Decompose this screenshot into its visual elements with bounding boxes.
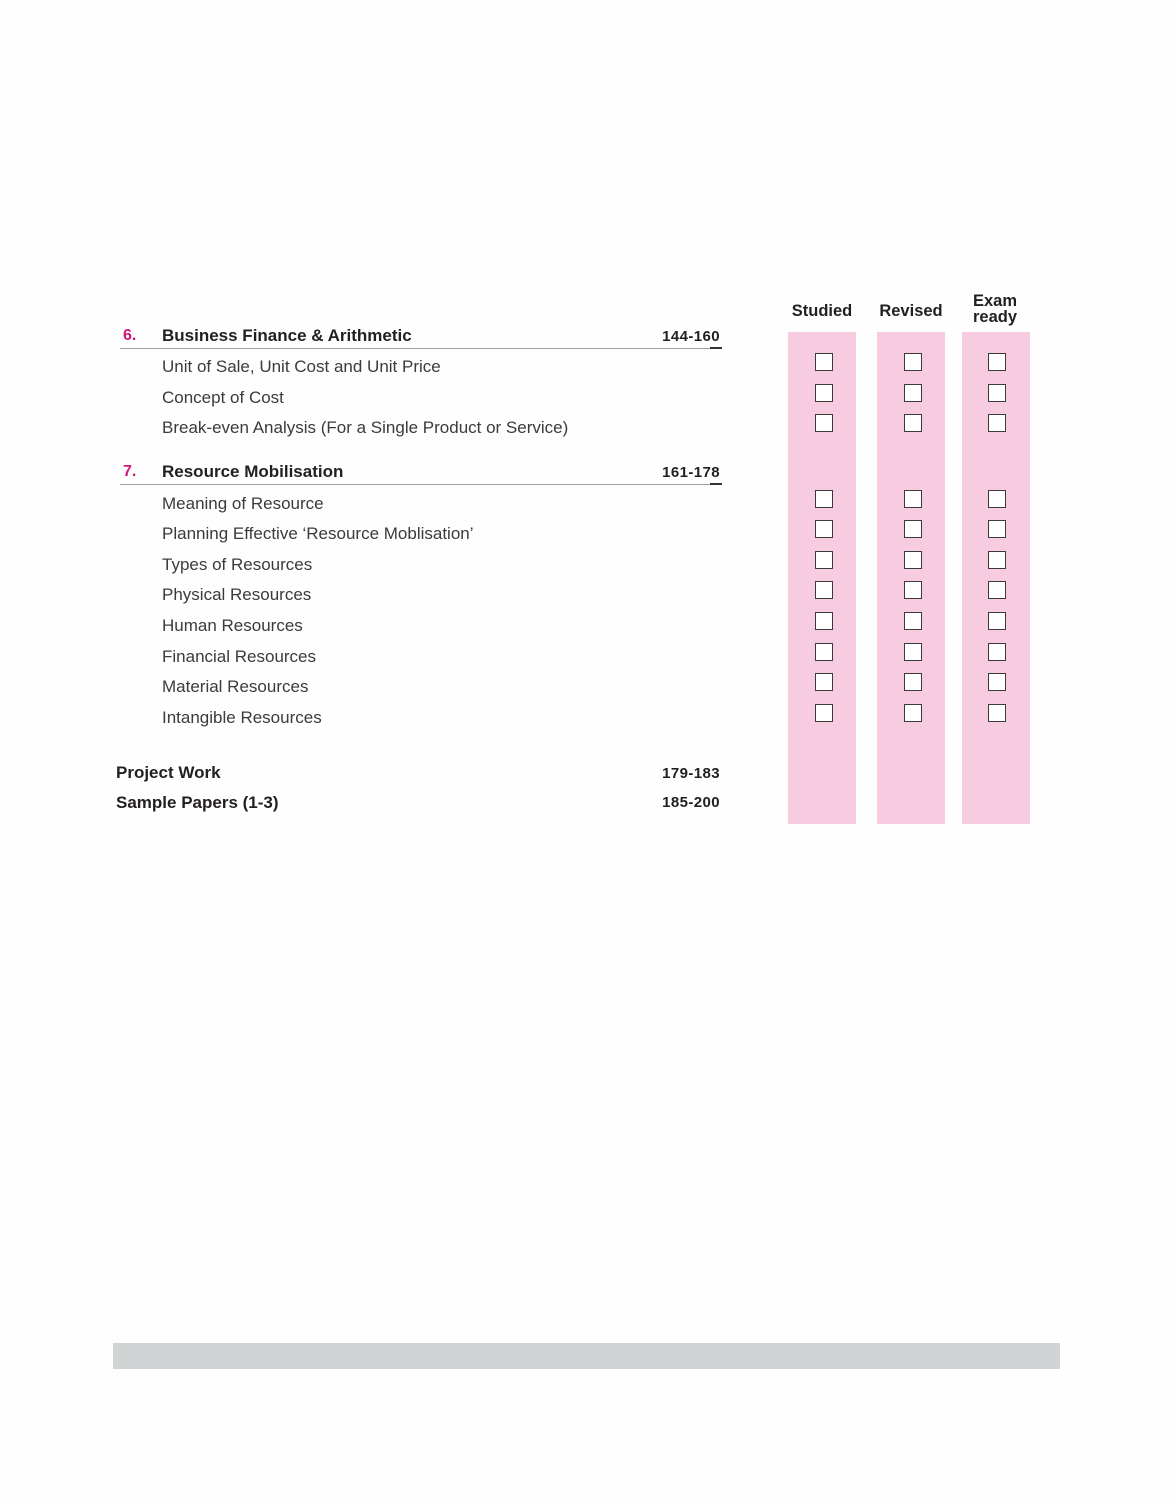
studied-header: Studied (791, 302, 853, 320)
revised-checkbox[interactable] (904, 673, 922, 691)
studied-checkbox[interactable] (815, 704, 833, 722)
exam-ready-checkbox[interactable] (988, 704, 1006, 722)
topic-item: Unit of Sale, Unit Cost and Unit Price (162, 357, 441, 376)
studied-checkbox[interactable] (815, 353, 833, 371)
exam-ready-checkbox[interactable] (988, 414, 1006, 432)
chapter-divider (120, 484, 722, 485)
exam-ready-checkbox[interactable] (988, 673, 1006, 691)
revised-checkbox[interactable] (904, 704, 922, 722)
revised-column (877, 332, 945, 824)
topic-item: Material Resources (162, 677, 309, 696)
studied-checkbox[interactable] (815, 490, 833, 508)
topic-item: Financial Resources (162, 647, 317, 666)
revised-checkbox[interactable] (904, 551, 922, 569)
chapter-title: Resource Mobilisation (162, 462, 344, 481)
chapter-divider-mark (710, 483, 722, 485)
studied-checkbox[interactable] (815, 643, 833, 661)
studied-checkbox[interactable] (815, 612, 833, 630)
studied-checkbox[interactable] (815, 520, 833, 538)
revised-header: Revised (879, 302, 943, 320)
studied-checkbox[interactable] (815, 673, 833, 691)
exam-ready-checkbox[interactable] (988, 490, 1006, 508)
topic-item: Break-even Analysis (For a Single Product or Service) (162, 418, 569, 437)
exam-ready-checkbox[interactable] (988, 353, 1006, 371)
studied-checkbox[interactable] (815, 551, 833, 569)
sample-papers-title: Sample Papers (1-3) (116, 793, 279, 812)
revised-checkbox[interactable] (904, 520, 922, 538)
exam-ready-header-line1: Exam (972, 292, 1018, 310)
revised-checkbox[interactable] (904, 353, 922, 371)
exam-ready-header (949, 293, 1041, 325)
revised-checkbox[interactable] (904, 490, 922, 508)
chapter-pages: 161-178 (662, 464, 720, 481)
revised-checkbox[interactable] (904, 414, 922, 432)
chapter-number: 6. (123, 327, 137, 344)
exam-ready-column (962, 332, 1030, 824)
exam-ready-checkbox[interactable] (988, 643, 1006, 661)
exam-ready-checkbox[interactable] (988, 551, 1006, 569)
topic-item: Planning Effective ‘Resource Moblisation’ (162, 524, 474, 543)
exam-ready-header-line2: ready (972, 308, 1018, 326)
exam-ready-checkbox[interactable] (988, 384, 1006, 402)
chapter-pages: 144-160 (662, 328, 720, 345)
topic-item: Intangible Resources (162, 708, 322, 727)
studied-checkbox[interactable] (815, 414, 833, 432)
sample-papers-pages: 185-200 (662, 794, 720, 811)
topic-item: Meaning of Resource (162, 494, 324, 513)
topic-item: Human Resources (162, 616, 303, 635)
studied-column (788, 332, 856, 824)
chapter-number: 7. (123, 463, 137, 480)
topic-item: Concept of Cost (162, 388, 284, 407)
studied-checkbox[interactable] (815, 384, 833, 402)
project-work-title: Project Work (116, 763, 221, 782)
topic-item: Physical Resources (162, 585, 312, 604)
chapter-divider (120, 348, 722, 349)
revised-checkbox[interactable] (904, 612, 922, 630)
revised-checkbox[interactable] (904, 643, 922, 661)
exam-ready-checkbox[interactable] (988, 520, 1006, 538)
project-work-pages: 179-183 (662, 765, 720, 782)
revised-checkbox[interactable] (904, 581, 922, 599)
footer-bar (113, 1343, 1060, 1369)
chapter-title: Business Finance & Arithmetic (162, 326, 412, 345)
exam-ready-checkbox[interactable] (988, 581, 1006, 599)
exam-ready-checkbox[interactable] (988, 612, 1006, 630)
studied-checkbox[interactable] (815, 581, 833, 599)
revised-checkbox[interactable] (904, 384, 922, 402)
topic-item: Types of Resources (162, 555, 313, 574)
chapter-divider-mark (710, 347, 722, 349)
